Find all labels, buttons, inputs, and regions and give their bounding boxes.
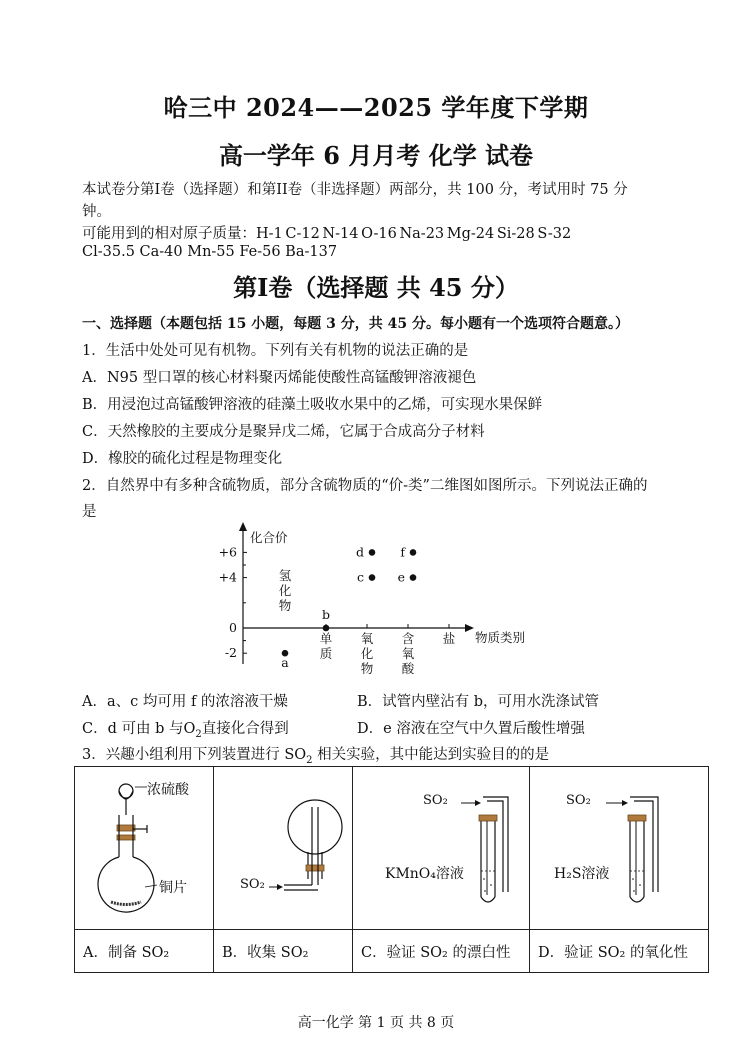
q1-option-d: D．橡胶的硫化过程是物理变化 — [82, 451, 283, 467]
x-category-label: 盐 — [442, 631, 456, 646]
point-label-b: b — [321, 607, 331, 622]
atomic-mass-line-1: 可能用到的相对原子质量：H-1 C-12 N-14 O-16 Na-23 Mg-24 Si-28 S-32 — [82, 226, 572, 242]
intro-line-2: 钟。 — [82, 204, 111, 220]
x-category-label: 氧 — [360, 631, 374, 646]
x-category-label: 单 — [319, 631, 333, 646]
h2s-label: H₂S溶液 — [554, 866, 610, 882]
kmno4-label: KMnO₄溶液 — [385, 866, 464, 882]
apparatus-b-cell — [214, 767, 353, 930]
x-category-label: 质 — [319, 646, 333, 661]
y-axis-label: 化合价 — [250, 530, 288, 545]
q2-stem-line-1: 2．自然界中有多种含硫物质，部分含硫物质的“价-类”二维图如图所示。下列说法正确的 — [82, 478, 648, 494]
section-title: 第I卷（选择题 共 45 分） — [233, 273, 519, 302]
q3-option-c: C．验证 SO₂ 的漂白性 — [353, 930, 530, 973]
distillation-flask-icon — [75, 767, 213, 925]
x-axis-arrow — [465, 624, 474, 632]
q1-option-b: B．用浸泡过高锰酸钾溶液的硅藻土吸收水果中的乙烯，可实现水果保鲜 — [82, 397, 543, 413]
h2s-test-tube-icon — [530, 767, 708, 925]
exam-title: 哈三中 2024——2025 学年度下学期 — [163, 93, 589, 122]
x-category-label: 物 — [278, 598, 292, 613]
q3-option-a: A．制备 SO₂ — [75, 930, 214, 973]
so2-label-d: SO₂ — [566, 793, 591, 808]
so2-label-c: SO₂ — [423, 793, 448, 808]
x-category-label: 化 — [278, 583, 292, 598]
point-label-a: a — [281, 655, 289, 671]
x-category-label: 化 — [360, 646, 374, 661]
apparatus-a-cell — [75, 767, 214, 930]
x-category-label: 酸 — [401, 661, 415, 676]
x-category-label: 含 — [401, 631, 415, 646]
kmno4-test-tube-icon — [353, 767, 529, 925]
q1-stem: 1．生活中处处可见有机物。下列有关有机物的说法正确的是 — [82, 343, 469, 359]
q3-apparatus-table — [74, 766, 709, 973]
gas-collection-flask-icon — [214, 767, 352, 925]
q2-option-b: B．试管内壁沾有 b，可用水洗涤试管 — [357, 694, 600, 710]
atomic-mass-line-2: Cl-35.5 Ca-40 Mn-55 Fe-56 Ba-137 — [82, 244, 338, 260]
exam-subtitle: 高一学年 6 月月考 化学 试卷 — [218, 141, 534, 170]
conc-sulfuric-label: 浓硫酸 — [147, 782, 189, 798]
apparatus-c-cell — [353, 767, 530, 930]
q2-option-a: A．a、c 均可用 f 的浓溶液干燥 — [82, 694, 288, 710]
point-label-f: f — [400, 544, 405, 560]
section-instruction: 一、选择题（本题包括 15 小题，每题 3 分，共 45 分。每小题有一个选项符合题意。） — [82, 316, 629, 332]
x-axis-label: 物质类别 — [475, 630, 526, 645]
q3-stem: 3．兴趣小组利用下列装置进行 $SO_2$ 相关实验，其中能达到实验目的的是 — [82, 747, 550, 766]
q3-option-b: B．收集 SO₂ — [214, 930, 353, 973]
q3-option-d: D．验证 SO₂ 的氧化性 — [530, 930, 709, 973]
point-label-d: d — [355, 544, 364, 560]
so2-inlet-label-b: SO₂ — [240, 877, 265, 892]
copper-label: 铜片 — [159, 880, 187, 896]
q2-stem-line-2: 是 — [82, 504, 97, 520]
apparatus-d-cell — [530, 767, 709, 930]
q1-option-c: C．天然橡胶的主要成分是聚异戊二烯，它属于合成高分子材料 — [82, 424, 485, 440]
x-category-label: 氧 — [401, 646, 415, 661]
page-footer: 高一化学 第 1 页 共 8 页 — [297, 1015, 455, 1031]
y-tick-label: +4 — [218, 569, 237, 585]
y-tick-label: 0 — [229, 620, 237, 635]
y-tick-label: -2 — [224, 645, 237, 661]
y-tick-label: +6 — [218, 544, 237, 560]
point-f — [410, 549, 417, 556]
q2-option-c: C．d 可由 b 与$O_2$直接化合得到 — [82, 721, 289, 740]
x-category-label: 物 — [360, 661, 374, 676]
point-d — [369, 549, 376, 556]
x-category-label: 氢 — [278, 568, 292, 583]
q2-option-d: D．e 溶液在空气中久置后酸性增强 — [357, 721, 585, 737]
intro-line-1: 本试卷分第I卷（选择题）和第II卷（非选择题）两部分，共 100 分，考试用时 75 分 — [82, 182, 628, 198]
point-c — [369, 574, 376, 581]
point-label-c: c — [356, 569, 364, 585]
point-label-e: e — [397, 569, 405, 585]
q1-option-a: A．N95 型口罩的核心材料聚丙烯能使酸性高锰酸钾溶液褪色 — [82, 370, 477, 386]
point-b — [323, 625, 330, 632]
y-axis-arrow — [239, 522, 247, 531]
point-e — [410, 574, 417, 581]
